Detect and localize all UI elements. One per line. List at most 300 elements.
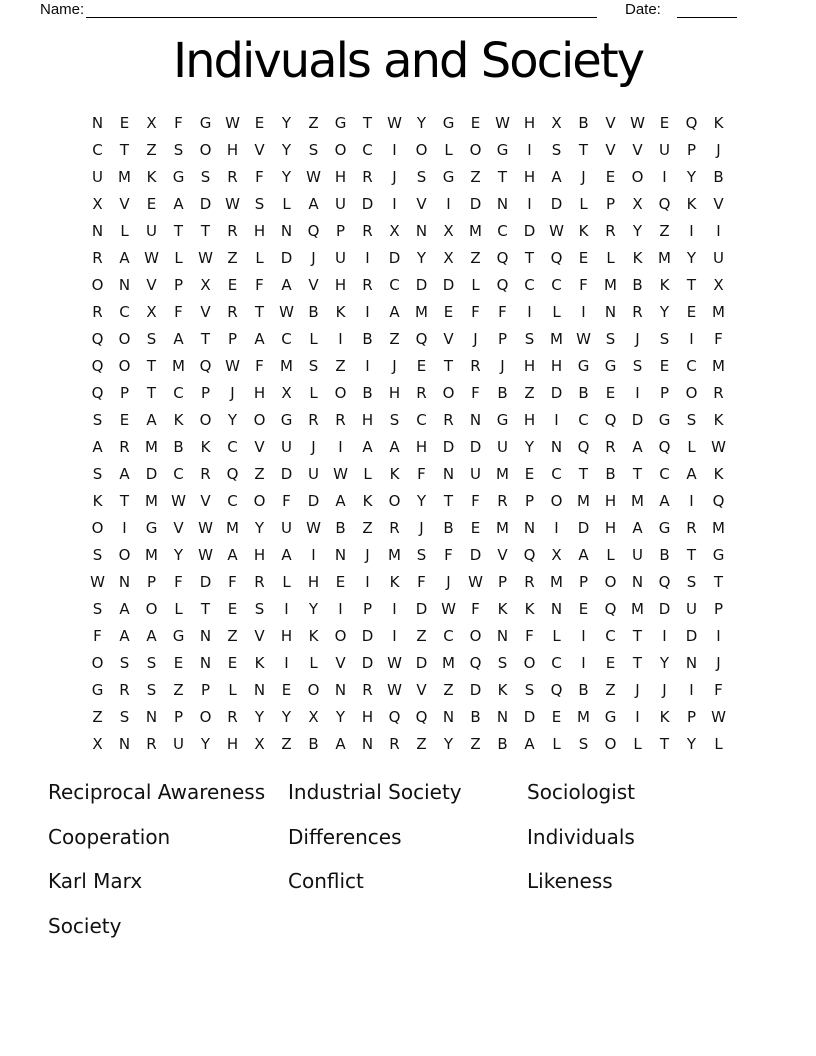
date-blank-line [677, 1, 737, 18]
grid-letter: D [280, 464, 293, 483]
grid-letter: W [549, 221, 564, 240]
grid-letter: Q [496, 248, 509, 267]
grid-letter: Z [362, 518, 373, 537]
grid-letter: Y [281, 140, 292, 159]
grid-letter: O [334, 383, 347, 402]
grid-letter: U [92, 167, 103, 186]
grid-letter: S [119, 707, 130, 726]
grid-letter: N [280, 221, 293, 240]
grid-letter: V [497, 545, 508, 564]
grid-letter: T [713, 572, 724, 591]
grid-letter: V [254, 140, 265, 159]
grid-letter: Z [659, 221, 670, 240]
grid-letter: R [416, 383, 427, 402]
grid-letter: Y [659, 653, 670, 672]
grid-letter: B [632, 275, 643, 294]
grid-letter: W [279, 302, 294, 321]
grid-letter: R [119, 680, 130, 699]
grid-letter: Z [281, 734, 292, 753]
grid-letter: Q [712, 491, 725, 510]
grid-letter: K [173, 410, 184, 429]
grid-letter: R [686, 518, 697, 537]
grid-letter: W [225, 194, 240, 213]
grid-letter: W [630, 113, 645, 132]
grid-letter: D [199, 572, 212, 591]
grid-letter: K [335, 302, 346, 321]
grid-letter: K [686, 194, 697, 213]
grid-letter: N [199, 626, 212, 645]
grid-letter: E [470, 113, 481, 132]
grid-letter: N [550, 437, 563, 456]
grid-letter: R [227, 707, 238, 726]
grid-letter: S [254, 194, 265, 213]
grid-letter: Y [281, 113, 292, 132]
grid-letter: Y [632, 221, 643, 240]
grid-letter: Q [91, 329, 104, 348]
grid-letter: Z [470, 167, 481, 186]
grid-letter: H [334, 275, 347, 294]
grid-letter: L [579, 194, 588, 213]
grid-letter: J [716, 140, 721, 159]
grid-letter: E [605, 653, 616, 672]
grid-letter: F [255, 356, 264, 375]
grid-letter: S [92, 545, 103, 564]
grid-letter: X [632, 194, 643, 213]
grid-letter: B [497, 383, 508, 402]
grid-letter: C [659, 464, 670, 483]
grid-letter: B [605, 464, 616, 483]
name-label: Name: [40, 1, 85, 18]
grid-letter: C [551, 275, 562, 294]
grid-letter: Y [416, 248, 427, 267]
grid-letter: O [91, 275, 104, 294]
grid-letter: I [662, 626, 667, 645]
grid-letter: A [659, 491, 670, 510]
grid-letter: S [146, 329, 157, 348]
grid-letter: R [632, 302, 643, 321]
grid-letter: H [523, 356, 536, 375]
grid-letter: R [470, 356, 481, 375]
grid-letter: C [173, 464, 184, 483]
grid-letter: M [496, 518, 509, 537]
grid-letter: I [662, 167, 667, 186]
grid-letter: O [91, 653, 104, 672]
grid-letter: L [444, 140, 453, 159]
grid-letter: E [416, 356, 427, 375]
grid-letter: N [91, 113, 104, 132]
grid-letter: H [253, 545, 266, 564]
grid-letter: X [551, 545, 562, 564]
grid-letter: K [146, 167, 157, 186]
grid-letter: H [523, 167, 536, 186]
grid-letter: F [255, 167, 264, 186]
grid-letter: W [225, 356, 240, 375]
grid-letter: P [524, 491, 535, 510]
grid-letter: V [308, 275, 319, 294]
grid-letter: M [469, 221, 482, 240]
grid-letter: E [254, 113, 265, 132]
grid-letter: R [254, 572, 265, 591]
grid-letter: F [498, 302, 507, 321]
grid-letter: P [173, 707, 184, 726]
grid-letter: Q [658, 437, 671, 456]
grid-letter: A [146, 626, 157, 645]
grid-letter: I [635, 707, 640, 726]
grid-letter: Z [146, 140, 157, 159]
grid-letter: I [122, 518, 127, 537]
grid-letter: A [173, 329, 184, 348]
grid-letter: M [550, 572, 563, 591]
grid-letter: F [255, 275, 264, 294]
grid-letter: I [338, 329, 343, 348]
grid-letter: G [496, 410, 509, 429]
grid-letter: T [362, 113, 373, 132]
grid-letter: V [713, 194, 724, 213]
grid-letter: V [416, 194, 427, 213]
grid-letter: N [118, 734, 131, 753]
grid-letter: A [632, 437, 643, 456]
grid-letter: H [523, 113, 536, 132]
grid-letter: J [446, 572, 451, 591]
grid-letter: Q [523, 545, 536, 564]
grid-letter: C [281, 329, 292, 348]
page-title: Indivuals and Society [172, 33, 644, 89]
grid-letter: H [226, 734, 239, 753]
grid-letter: K [659, 707, 670, 726]
grid-letter: S [92, 599, 103, 618]
grid-letter: F [471, 383, 480, 402]
grid-letter: W [441, 599, 456, 618]
grid-letter: E [335, 572, 346, 591]
grid-letter: R [146, 734, 157, 753]
grid-letter: W [306, 518, 321, 537]
grid-letter: X [254, 734, 265, 753]
grid-letter: C [389, 275, 400, 294]
grid-letter: F [471, 302, 480, 321]
grid-letter: O [604, 734, 617, 753]
grid-letter: R [92, 248, 103, 267]
grid-letter: O [334, 140, 347, 159]
grid-letter: R [497, 491, 508, 510]
grid-letter: U [335, 248, 346, 267]
grid-letter: A [686, 464, 697, 483]
grid-letter: O [523, 653, 536, 672]
grid-letter: J [230, 383, 235, 402]
grid-letter: Z [416, 626, 427, 645]
grid-letter: Y [443, 734, 454, 753]
grid-letter: B [362, 383, 373, 402]
grid-letter: I [581, 302, 586, 321]
grid-letter: Q [604, 599, 617, 618]
grid-letter: K [632, 248, 643, 267]
grid-letter: A [308, 194, 319, 213]
grid-letter: S [254, 599, 265, 618]
grid-letter: H [253, 383, 266, 402]
grid-letter: O [415, 140, 428, 159]
grid-letter: T [578, 464, 589, 483]
grid-letter: K [524, 599, 535, 618]
grid-letter: Q [307, 221, 320, 240]
grid-letter: N [118, 572, 131, 591]
grid-letter: E [227, 599, 238, 618]
grid-letter: G [199, 113, 212, 132]
grid-letter: I [365, 248, 370, 267]
grid-letter: V [119, 194, 130, 213]
grid-letter: O [199, 410, 212, 429]
grid-letter: B [497, 734, 508, 753]
grid-letter: E [605, 167, 616, 186]
grid-letter: F [417, 572, 426, 591]
grid-letter: E [443, 302, 454, 321]
grid-letter: B [173, 437, 184, 456]
grid-letter: M [631, 491, 644, 510]
grid-letter: J [473, 329, 478, 348]
grid-letter: Q [496, 275, 509, 294]
grid-letter: L [309, 383, 318, 402]
grid-letter: Z [92, 707, 103, 726]
grid-letter: I [554, 518, 559, 537]
grid-letter: I [527, 140, 532, 159]
grid-letter: A [524, 734, 535, 753]
grid-letter: Y [416, 113, 427, 132]
grid-letter: T [578, 140, 589, 159]
grid-letter: U [281, 437, 292, 456]
grid-letter: J [392, 167, 397, 186]
grid-letter: D [442, 275, 455, 294]
grid-letter: B [308, 734, 319, 753]
grid-letter: E [659, 356, 670, 375]
grid-letter: T [200, 329, 211, 348]
grid-letter: Q [91, 383, 104, 402]
grid-letter: A [119, 626, 130, 645]
grid-letter: C [686, 356, 697, 375]
grid-letter: Y [686, 167, 697, 186]
grid-letter: B [578, 383, 589, 402]
grid-letter: S [389, 410, 400, 429]
grid-letter: L [552, 734, 561, 753]
grid-letter: W [711, 437, 726, 456]
grid-letter: P [335, 221, 346, 240]
grid-letter: W [306, 167, 321, 186]
grid-letter: O [199, 707, 212, 726]
grid-letter: I [392, 140, 397, 159]
grid-letter: R [227, 167, 238, 186]
grid-letter: C [578, 410, 589, 429]
grid-letter: X [308, 707, 319, 726]
grid-letter: I [527, 194, 532, 213]
word-list-item: Reciprocal Awareness [48, 780, 266, 804]
grid-letter: O [388, 491, 401, 510]
grid-letter: A [281, 275, 292, 294]
grid-letter: G [604, 356, 617, 375]
grid-letter: M [280, 356, 293, 375]
grid-letter: R [92, 302, 103, 321]
word-list-item: Karl Marx [48, 869, 143, 894]
grid-letter: F [282, 491, 291, 510]
grid-letter: W [198, 545, 213, 564]
grid-letter: Q [658, 194, 671, 213]
grid-letter: Q [658, 572, 671, 591]
grid-letter: E [119, 410, 130, 429]
grid-letter: G [172, 167, 185, 186]
grid-letter: T [524, 248, 535, 267]
grid-letter: V [200, 302, 211, 321]
grid-letter: M [604, 275, 617, 294]
grid-letter: N [361, 734, 374, 753]
grid-letter: M [577, 491, 590, 510]
grid-letter: G [172, 626, 185, 645]
grid-letter: E [281, 680, 292, 699]
grid-letter: J [419, 518, 424, 537]
grid-letter: M [226, 518, 239, 537]
grid-letter: S [632, 356, 643, 375]
grid-letter: P [686, 140, 697, 159]
grid-letter: D [280, 248, 293, 267]
grid-letter: L [309, 329, 318, 348]
grid-letter: P [713, 599, 724, 618]
grid-letter: V [146, 275, 157, 294]
grid-letter: I [365, 356, 370, 375]
grid-letter: T [173, 221, 184, 240]
grid-letter: X [713, 275, 724, 294]
grid-letter: D [577, 518, 590, 537]
grid-letter: P [578, 572, 589, 591]
grid-letter: M [712, 518, 725, 537]
grid-letter: A [389, 302, 400, 321]
grid-letter: M [577, 707, 590, 726]
grid-letter: L [687, 437, 696, 456]
grid-letter: C [227, 491, 238, 510]
grid-letter: R [200, 464, 211, 483]
grid-letter: Y [227, 410, 238, 429]
grid-letter: W [144, 248, 159, 267]
grid-letter: I [392, 194, 397, 213]
date-label: Date: [625, 1, 661, 18]
grid-letter: S [200, 167, 211, 186]
grid-letter: D [388, 248, 401, 267]
grid-letter: Z [308, 113, 319, 132]
grid-letter: I [284, 599, 289, 618]
grid-letter: Y [254, 707, 265, 726]
grid-letter: B [713, 167, 724, 186]
grid-letter: C [173, 383, 184, 402]
grid-letter: C [92, 140, 103, 159]
grid-letter: Q [685, 113, 698, 132]
grid-letter: H [253, 221, 266, 240]
grid-letter: N [442, 707, 455, 726]
grid-letter: N [496, 194, 509, 213]
grid-letter: S [605, 329, 616, 348]
grid-letter: P [173, 275, 184, 294]
grid-letter: T [119, 491, 130, 510]
grid-letter: D [415, 599, 428, 618]
word-list-item: Conflict [288, 869, 364, 894]
grid-letter: T [146, 383, 157, 402]
letter-grid [84, 109, 732, 757]
grid-letter: A [119, 248, 130, 267]
grid-letter: D [145, 464, 158, 483]
grid-letter: R [713, 383, 724, 402]
grid-letter: X [92, 194, 103, 213]
grid-letter: Z [605, 680, 616, 699]
grid-letter: P [200, 680, 211, 699]
word-list-item: Likeness [527, 869, 613, 894]
grid-letter: S [524, 680, 535, 699]
grid-letter: E [524, 464, 535, 483]
grid-letter: R [362, 680, 373, 699]
grid-letter: J [716, 653, 721, 672]
grid-letter: V [605, 113, 616, 132]
grid-letter: A [173, 194, 184, 213]
grid-letter: X [92, 734, 103, 753]
grid-letter: S [308, 140, 319, 159]
grid-letter: A [146, 410, 157, 429]
grid-letter: I [284, 653, 289, 672]
grid-letter: E [146, 194, 157, 213]
grid-letter: G [145, 518, 158, 537]
grid-letter: E [659, 113, 670, 132]
grid-letter: A [389, 437, 400, 456]
grid-letter: S [308, 356, 319, 375]
grid-letter: O [199, 140, 212, 159]
grid-letter: T [119, 140, 130, 159]
word-list-item: Individuals [527, 824, 635, 849]
grid-letter: A [227, 545, 238, 564]
grid-letter: N [442, 464, 455, 483]
grid-letter: G [91, 680, 104, 699]
grid-letter: L [174, 599, 183, 618]
grid-letter: K [578, 221, 589, 240]
grid-letter: U [146, 221, 157, 240]
grid-letter: U [335, 194, 346, 213]
grid-letter: R [362, 167, 373, 186]
grid-letter: U [281, 518, 292, 537]
grid-letter: R [227, 302, 238, 321]
grid-letter: L [552, 302, 561, 321]
grid-letter: J [581, 167, 586, 186]
grid-letter: Z [254, 464, 265, 483]
grid-letter: I [338, 599, 343, 618]
grid-letter: S [686, 572, 697, 591]
grid-letter: Z [335, 356, 346, 375]
grid-letter: B [335, 518, 346, 537]
grid-letter: N [523, 518, 536, 537]
grid-letter: U [470, 464, 481, 483]
grid-letter: P [200, 383, 211, 402]
grid-letter: E [605, 383, 616, 402]
grid-letter: I [635, 383, 640, 402]
grid-letter: T [200, 221, 211, 240]
grid-letter: U [308, 464, 319, 483]
grid-letter: H [415, 437, 428, 456]
grid-letter: V [335, 653, 346, 672]
grid-letter: A [119, 464, 130, 483]
grid-letter: Z [227, 626, 238, 645]
grid-letter: Y [281, 707, 292, 726]
grid-letter: G [658, 518, 671, 537]
grid-letter: D [361, 653, 374, 672]
grid-letter: Q [199, 356, 212, 375]
grid-letter: A [578, 545, 589, 564]
grid-letter: V [632, 140, 643, 159]
grid-letter: A [254, 329, 265, 348]
grid-letter: F [174, 113, 183, 132]
grid-letter: O [631, 167, 644, 186]
grid-letter: F [579, 275, 588, 294]
grid-letter: J [311, 248, 316, 267]
grid-letter: U [686, 599, 697, 618]
grid-letter: I [527, 302, 532, 321]
